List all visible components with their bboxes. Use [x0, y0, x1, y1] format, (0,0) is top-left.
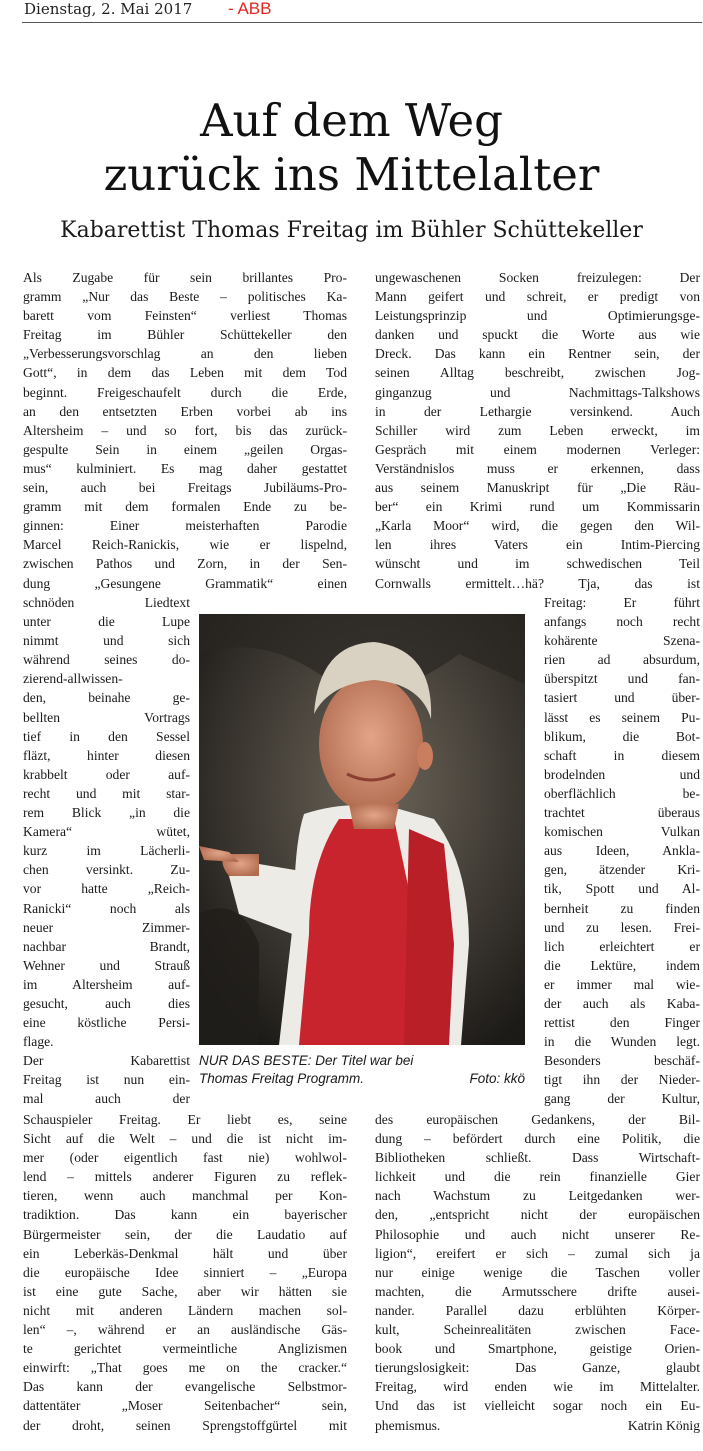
text-line: „Verbesserungsvorschlag an den lieben [23, 346, 347, 362]
text-line: lichkeit und die rein finanzielle Gier [375, 1169, 700, 1185]
text-line: kult, Scheinrealitäten zwischen Face- [375, 1322, 700, 1338]
text-line: Leistungsprinzip und Optimierungsge- [375, 308, 700, 324]
text-line: flage. [23, 1034, 54, 1050]
text-line: anfangs noch recht [544, 614, 700, 630]
text-line: Gespräch mit einem modernen Verleger: [375, 441, 700, 457]
text-line: Freitag ist nun ein- [23, 1072, 190, 1088]
text-line: Besonders beschäf- [544, 1053, 700, 1069]
text-line: Freitag, wird enden wie im Mittelalter. [375, 1379, 700, 1395]
text-line: „Karla Moor“ wird, die gegen den Wil- [375, 518, 700, 534]
text-line: Verständnislos muss er erkennen, dass [375, 460, 700, 476]
performer-photo [199, 614, 525, 1045]
caption-line-2: Thomas Freitag Programm. [199, 1071, 365, 1086]
text-line: im Altersheim auf- [23, 976, 190, 992]
text-line: gramm „Nur das Beste – politisches Ka- [23, 289, 347, 305]
text-line: zierend-allwissen- [23, 671, 123, 687]
text-line: Sicht auf die Welt – und die ist nicht im- [23, 1131, 347, 1147]
text-line: lend – mittels anderer Figuren zu reflek- [23, 1169, 347, 1185]
author-byline: Katrin König [627, 1418, 700, 1433]
text-line: an den entsetzten Erben vorbei ab ins [23, 403, 347, 419]
right-column-upper [375, 268, 700, 593]
text-line: Mann geifert und schreit, er predigt von [375, 289, 700, 305]
text-line: machten, die Armutsschere drifte ausei- [375, 1283, 700, 1299]
headline [0, 94, 703, 202]
text-line: ber“ ein Krimi rund um Kommissarin [375, 499, 700, 515]
text-line: Cornwalls ermittelt…hä? Tja, das ist [375, 575, 700, 591]
text-line: Bürgermeister sein, der die Laudatio auf [23, 1226, 347, 1242]
text-line: komischen Vulkan [544, 824, 700, 840]
caption-line-1: NUR DAS BESTE: Der Titel war bei [199, 1053, 414, 1068]
text-line: tasiert und über- [544, 690, 700, 706]
text-line: überspitzt und fan- [544, 671, 700, 687]
text-line: Dreck. Das kann ein Rentner sein, der [375, 346, 700, 362]
text-line: Marcel Reich-Ranickis, wie er lispelnd, [23, 537, 347, 553]
text-line: krabbelt oder auf- [23, 766, 190, 782]
closing-word: phemismus. [375, 1418, 441, 1433]
text-line: der droht, seinen Sprengstoffgürtel mit [23, 1417, 347, 1433]
text-line: neuer Zimmer- [23, 919, 190, 935]
text-line: die Lektüre, indem [544, 957, 700, 973]
source-annotation: - ABB [228, 0, 272, 18]
right-column-lower [375, 1110, 700, 1416]
text-line: Bibliotheken schließt. Dass Wirtschaft- [375, 1150, 700, 1166]
text-line: trachtet überaus [544, 805, 700, 821]
text-line: mus“ kulminiert. Es mag daher gestattet [23, 460, 347, 476]
text-line: Freitag: Er führt [544, 595, 700, 610]
text-line: sein, auch bei Freitags Jubiläums-Pro- [23, 480, 347, 496]
right-column-narrow [544, 593, 700, 1109]
text-line: tief in den Sessel [23, 728, 190, 744]
text-line: wünscht und im schwedischen Teil [375, 556, 700, 572]
text-line: tik, Spott und Al- [544, 881, 700, 897]
text-line: rem Blick „in die [23, 805, 190, 821]
text-line: rien ad absurdum, [544, 652, 700, 668]
text-line: Philosophie und auch nicht unserer Re- [375, 1226, 700, 1242]
text-line: tradiktion. Das kann ein bayerischer [23, 1207, 347, 1223]
text-line: den, „entspricht nicht der europäischen [375, 1207, 700, 1223]
text-line: nicht mit anderen Ländern machen sol- [23, 1302, 347, 1318]
text-line: ligion“, ereifert er sich – zumal sich ja [375, 1245, 700, 1261]
text-line: gramm mit dem formalen Ende zu be- [23, 499, 347, 515]
text-line: lässt es seinem Pu- [544, 709, 700, 725]
text-line: in der Lethargie versinkend. Auch [375, 403, 700, 419]
left-column-lower [23, 1110, 347, 1435]
text-line: unter die Lupe [23, 614, 190, 630]
text-line: Schauspieler Freitag. Er liebt es, seine [23, 1112, 347, 1127]
photo-credit: Foto: kkö [469, 1071, 525, 1086]
text-line: Altersheim – und so fort, bis das zurück- [23, 422, 347, 438]
text-line: ist eine gute Sache, aber wir hätten sie [23, 1283, 347, 1299]
text-line: Und das ist vielleicht sogar noch ein Eu- [375, 1398, 700, 1414]
text-line: Gott“, in dem das Leben mit dem Tod [23, 365, 347, 381]
text-line: dattentäter „Moser Seitenbacher“ sein, [23, 1398, 347, 1414]
text-line: dung – befördert durch eine Politik, die [375, 1131, 700, 1147]
issue-date: Dienstag, 2. Mai 2017 [24, 0, 193, 18]
header-rule [22, 22, 702, 23]
text-line: Kamera“ wütet, [23, 824, 190, 840]
text-line: oberflächlich be- [544, 785, 700, 801]
text-line: mer (oder eigentlich fast nie) wohlwol- [23, 1150, 347, 1166]
text-line: tigt ihn der Nieder- [544, 1072, 700, 1088]
text-line: schnöden Liedtext [23, 595, 190, 610]
text-line: gespulte Sein in einem „geilen Orgas- [23, 441, 347, 457]
text-line: dung „Gesungene Grammatik“ einen [23, 575, 347, 591]
performer-photo-illustration [199, 614, 525, 1045]
text-line: nach Wachstum zu Leitgedanken wer- [375, 1188, 700, 1204]
text-line: rettist den Finger [544, 1015, 700, 1031]
headline-line-2: zurück ins Mittelalter [103, 148, 600, 201]
text-line: schaft in diesem [544, 747, 700, 763]
text-line: seinen Alltag beschreibt, zwischen Jog- [375, 365, 700, 381]
text-line: Wehner und Strauß [23, 957, 190, 973]
text-line: tieren, wenn auch manchmal per Kon- [23, 1188, 347, 1204]
text-line: book und Smartphone, geistige Orien- [375, 1341, 700, 1357]
text-line: Als Zugabe für sein brillantes Pro- [23, 270, 347, 285]
text-line: aus seinem Manuskript für „Die Räu- [375, 480, 700, 496]
text-line: gen, ätzender Kri- [544, 862, 700, 878]
text-line: danken und spuckt die Worte aus wie [375, 327, 700, 343]
text-line: nur einige wenige die Taschen voller [375, 1264, 700, 1280]
text-line: lich erleichtert er [544, 938, 700, 954]
text-line: und zu lesen. Frei- [544, 919, 700, 935]
text-line: ginganzug und Nachmittags-Talkshows [375, 384, 700, 400]
text-line: brodelnden und [544, 766, 700, 782]
text-line: kohärente Szena- [544, 633, 700, 649]
text-line: Schiller wird zum Leben erweckt, im [375, 422, 700, 438]
text-line: nimmt und sich [23, 633, 190, 649]
text-line: ungewaschenen Socken freizulegen: Der [375, 270, 700, 285]
subheadline: Kabarettist Thomas Freitag im Bühler Schüttekeller [60, 218, 643, 243]
text-line: ein Leberkäs-Denkmal hält und über [23, 1245, 347, 1261]
text-line: aus Ideen, Ankla- [544, 843, 700, 859]
text-line: gang der Kultur, [544, 1091, 700, 1107]
text-line: mal auch der [23, 1091, 190, 1107]
text-line: beginnt. Freigeschaufelt durch die Erde, [23, 384, 347, 400]
text-line: Ranicki“ noch als [23, 900, 190, 916]
text-line: ginnen: Einer meisterhaften Parodie [23, 518, 347, 534]
text-line: in die Wunden legt. [544, 1034, 700, 1050]
text-line: zwischen Pathos und Zorn, in der Sen- [23, 556, 347, 572]
text-line: bellten Vortrags [23, 709, 190, 725]
text-line: nachbar Brandt, [23, 938, 190, 954]
text-line: len ihres Vaters ein Intim-Piercing [375, 537, 700, 553]
headline-line-1: Auf dem Weg [200, 94, 503, 147]
text-line: bernheit zu finden [544, 900, 700, 916]
text-line: vor hatte „Reich- [23, 881, 190, 897]
text-line: kurz im Lächerli- [23, 843, 190, 859]
text-line: nander. Parallel dazu erblühten Körper- [375, 1302, 700, 1318]
text-line: der auch als Kaba- [544, 995, 700, 1011]
text-line: len“ –, während er an ausländische Gäs- [23, 1322, 347, 1338]
text-line: den, beinahe ge- [23, 690, 190, 706]
text-line: die europäische Idee sinniert – „Europa [23, 1264, 347, 1280]
text-line: des europäischen Gedankens, der Bil- [375, 1112, 700, 1127]
photo-caption [199, 1052, 525, 1088]
text-line: er immer mal wie- [544, 976, 700, 992]
text-line: Der Kabarettist [23, 1053, 190, 1069]
closing-line [375, 1416, 700, 1435]
text-line: Freitag im Bühler Schüttekeller den [23, 327, 347, 343]
text-line: gesucht, auch dies [23, 995, 190, 1011]
text-line: einwirft: „That goes me on the cracker.“ [23, 1360, 347, 1376]
text-line: fläzt, hinter diesen [23, 747, 190, 763]
left-column-narrow [23, 593, 190, 1109]
left-column-upper [23, 268, 347, 593]
text-line: te gerichtet vermeintliche Anglizismen [23, 1341, 347, 1357]
text-line: recht und mit star- [23, 785, 190, 801]
text-line: während seines do- [23, 652, 190, 668]
text-line: barett vom Feinsten“ verliest Thomas [23, 308, 347, 324]
text-line: eine köstliche Persi- [23, 1015, 190, 1031]
text-line: tierungslosigkeit: Das Ganze, glaubt [375, 1360, 700, 1376]
text-line: chen versinkt. Zu- [23, 862, 190, 878]
text-line: blikum, die Bot- [544, 728, 700, 744]
text-line: Das kann der evangelische Selbstmor- [23, 1379, 347, 1395]
